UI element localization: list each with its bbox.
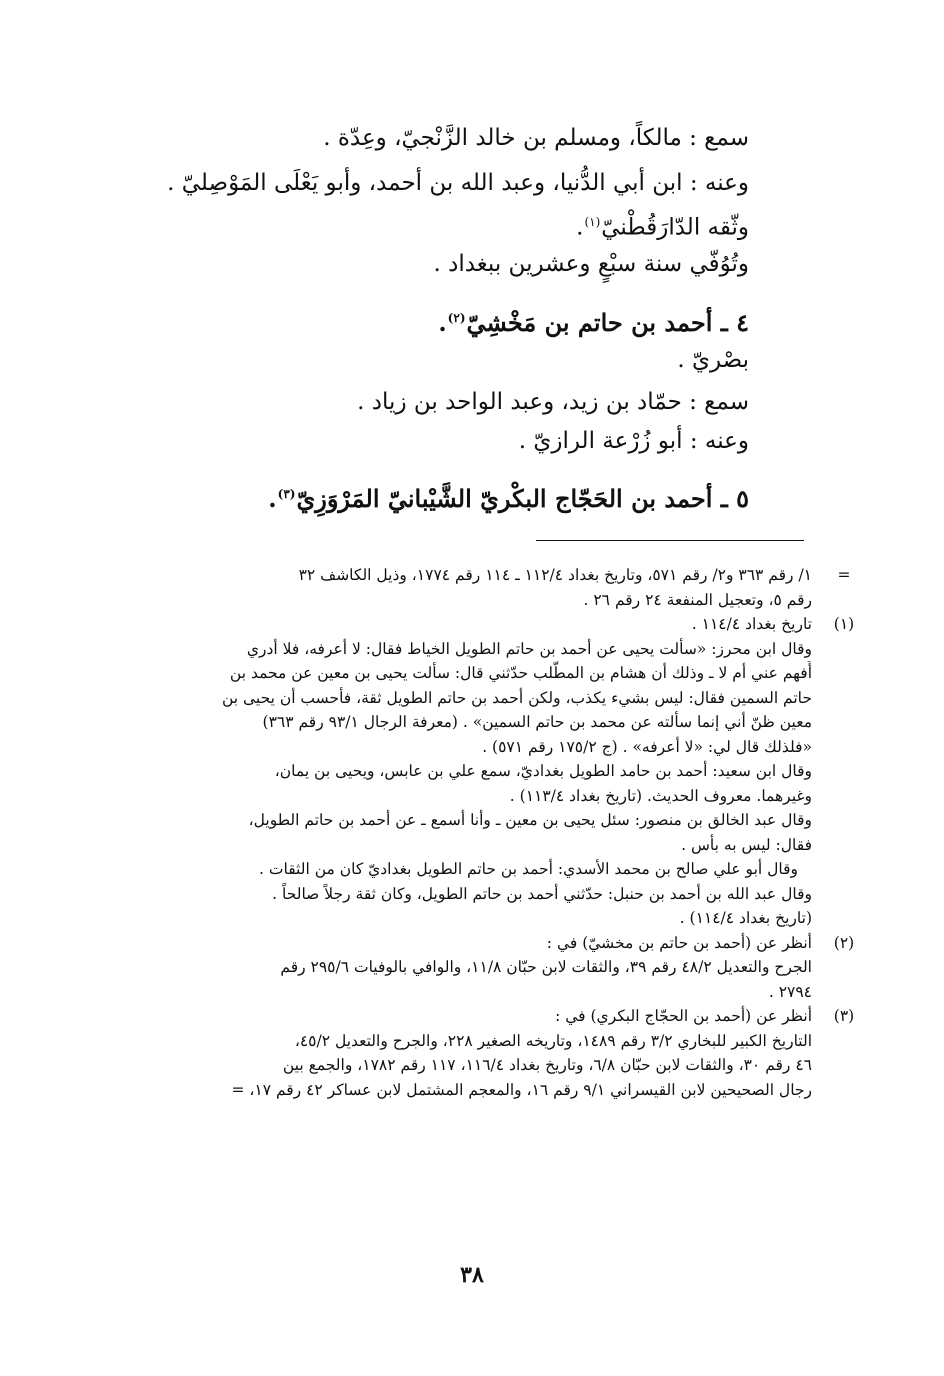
footnote-line: حاتم السمين فقال: ليس بشيء يكذب، ولكن أحمد بن حاتم الطويل ثقة، فأحسب أن يحيى بن (221, 688, 812, 707)
footnote-line: وقال عبد الخالق بن منصور: سئل يحيى بن معين ـ وأنا أسمع ـ عن أحمد بن حاتم الطويل، (248, 811, 812, 829)
footnote-line: أَفهم عني أم لا ـ وذلك أن هشام بن المطّلب حدّثني قال: سألت يحيى بن معين عن محمد بن (229, 664, 812, 682)
footnote-line: أنظر عن (أحمد بن الحجّاج البكري) في : (555, 1007, 812, 1025)
entry4-title-end: . (438, 308, 447, 337)
entry3-line-3-text: وثّقه الدّارَقُطْنيّ (601, 214, 749, 241)
entry3-line-3-end: . (576, 214, 584, 241)
entry5-title-end: . (268, 484, 277, 513)
entry4-title: ٤ ـ أحمد بن حاتم بن مَخْشِيّ (466, 308, 749, 337)
entry3-line-3 (129, 204, 749, 246)
footnote-line: وقال أبو علي صالح بن محمد الأسدي: أحمد بن حاتم الطويل بغداديّ كان من الثقات . (259, 860, 798, 878)
footnote-line: ٤٦ رقم ٣٠، والثقات لابن حبّان ٦/٨، وتاريخ بغداد ١١٦/٤، ١١٧ رقم ١٧٨٢، والجمع بين (282, 1056, 812, 1074)
footnote-line: رجال الصحيحين لابن القيسراني ٩/١ رقم ١٦، والمعجم المشتمل لابن عساكر ٤٢ رقم ١٧، = (231, 1080, 812, 1099)
footnote-line: ١/ رقم ٣٦٣ و٢/ رقم ٥٧١، وتاريخ بغداد ١١٢/٤ ـ ١١٤ رقم ١٧٧٤، وذيل الكاشف ٣٢ (298, 566, 812, 584)
footnote-line: (تاريخ بغداد ١١٤/٤) . (679, 909, 812, 927)
footnote-line: أنظر عن (أحمد بن حاتم بن مخشيّ) في : (546, 933, 812, 952)
footnote-2 (86, 931, 855, 1005)
entry3-line-2: وعنه : ابن أبي الدُّنيا، وعبد الله بن أحمد، وأبو يَعْلَى المَوْصِليّ . (167, 170, 749, 196)
footnote-line: وقال ابن سعيد: أحمد بن حامد الطويل بغداديّ، سمع علي بن عابس، ويحيى بن يمان، (274, 762, 812, 780)
footnote-ref-1: (١) (584, 215, 601, 229)
entry3-line-4: وتُوُفّي سنة سبْعٍ وعشرين ببغداد . (433, 251, 749, 277)
footnote-line: التاريخ الكبير للبخاري ٣/٢ رقم ١٤٨٩، وتاريخه الصغير ٢٢٨، والجرح والتعديل ٤٥/٢، (294, 1031, 812, 1050)
footnote-ref-2: (٢) (447, 311, 466, 325)
footnote-line: معين ظنّ أني إنما سألته عن محمد بن حاتم السمين» . (معرفة الرجال ٩٣/١ رقم ٣٦٣) (262, 713, 812, 731)
footnote-line: «فلذلك قال لي: «لا أعرفه» . (ج ١٧٥/٢ رقم ٥٧١) . (482, 737, 812, 756)
footnote-line: وقال ابن محرز: «سألت يحيى عن أحمد بن حاتم الطويل الخياط فقال: لا أعرفه، فلا أدري (246, 639, 812, 658)
footnote-line: وغيرهما. معروف الحديث. (تاريخ بغداد ١١٣/٤) . (509, 786, 812, 805)
entry5-title: ٥ ـ أحمد بن الحَجّاج البكْريّ الشَّيْبانيّ المَرْوَزِيّ (296, 484, 749, 513)
entry5-heading (129, 476, 749, 517)
footnote-1 (86, 612, 855, 931)
footnote-marker: (٣) (833, 1007, 855, 1025)
footnote-3 (86, 1004, 855, 1102)
page-number: ٣٨ (460, 1262, 484, 1288)
footnote-line: الجرح والتعديل ٤٨/٢ رقم ٣٩، والثقات لابن حبّان ١١/٨، والوافي بالوفيات ٢٩٥/٦ رقم (280, 958, 812, 976)
footnote-line: رقم ٥، وتعجيل المنفعة ٢٤ رقم ٢٦ . (583, 590, 812, 609)
footnotes (86, 563, 855, 1102)
footnote-separator (536, 540, 804, 541)
footnote-marker: (٢) (833, 933, 855, 952)
footnote-line: فقال: ليس به بأس . (681, 835, 812, 854)
entry3-line-1: سمع : مالكاً، ومسلم بن خالد الزَّنْجيّ، وعِدّة . (323, 125, 749, 151)
entry4-line-3: وعنه : أبو زُرْعة الرازيّ . (518, 428, 749, 454)
entry4-heading (129, 300, 749, 341)
footnote-line: وقال عبد الله بن أحمد بن حنبل: حدّثني أحمد بن حاتم الطويل، وكان ثقة رجلاً صالحاً . (272, 884, 812, 903)
footnote-line: ٢٧٩٤ . (768, 982, 812, 1001)
entry4-line-2: سمع : حمّاد بن زيد، وعبد الواحد بن زياد . (357, 389, 749, 415)
footnote-line: تاريخ بغداد ١١٤/٤ . (691, 615, 812, 633)
entry4-line-1: بصْريّ . (677, 347, 749, 373)
footnote-marker: = (837, 566, 851, 584)
footnote-continued (86, 563, 851, 612)
footnote-ref-3: (٣) (277, 487, 296, 501)
footnote-marker: (١) (833, 615, 855, 633)
